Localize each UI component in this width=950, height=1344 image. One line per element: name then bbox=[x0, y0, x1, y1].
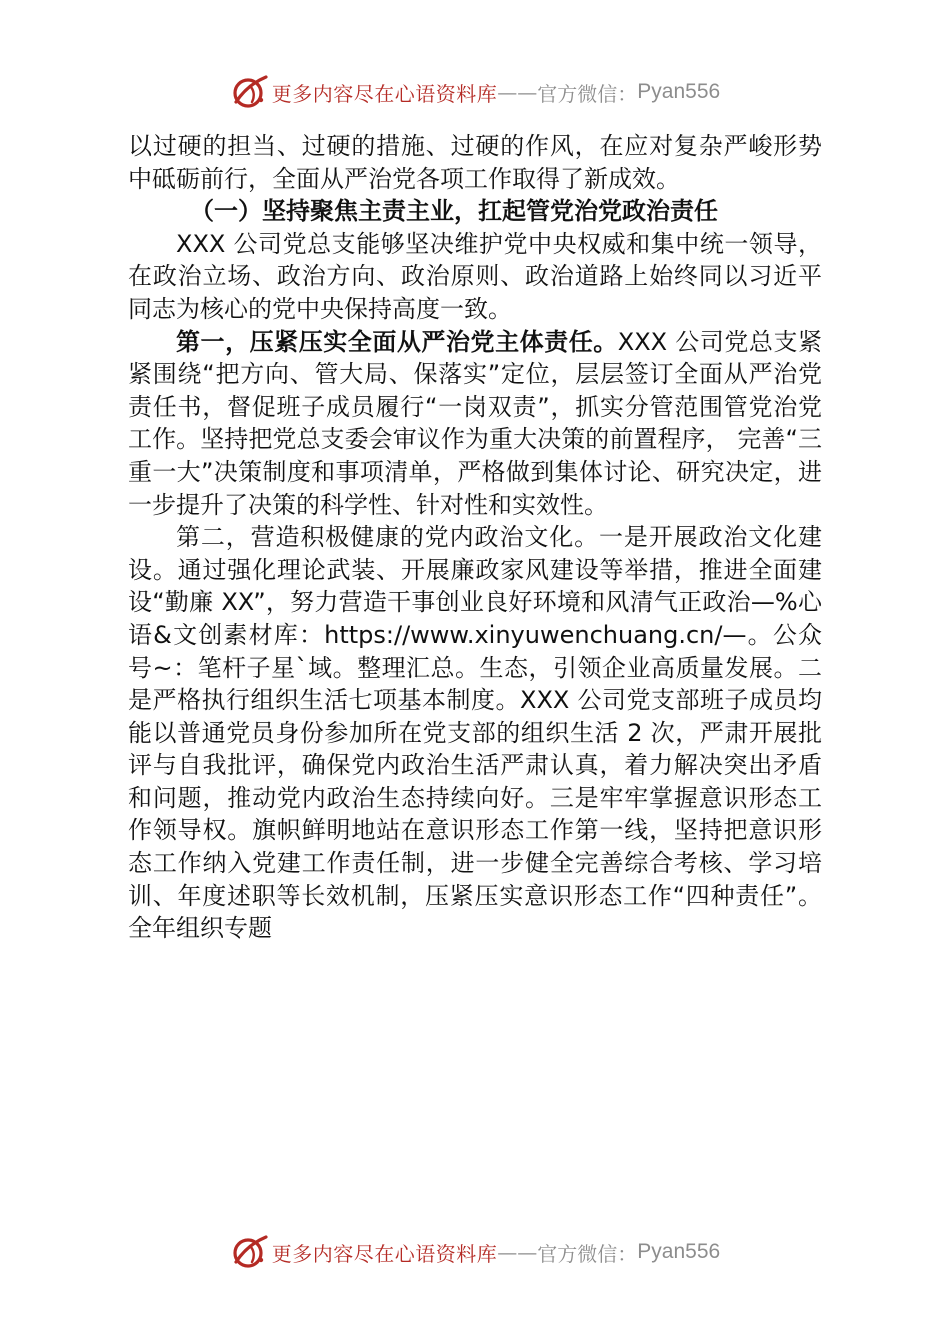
brand-logo-icon bbox=[230, 1232, 270, 1272]
footer-wechat-id: Pyan556 bbox=[637, 1240, 721, 1263]
footer-site-text: 更多内容尽在心语资料库 bbox=[271, 1241, 498, 1266]
header-separator: —— bbox=[497, 80, 538, 104]
intro-paragraph: 以过硬的担当、过硬的措施、过硬的作风，在应对复杂严峻形势中砥砺前行，全面从严治党各项工作取得了新成效。 bbox=[128, 132, 822, 193]
footer-separator: —— bbox=[497, 1240, 538, 1264]
section-heading: （一）坚持聚焦主责主业，扛起管党治党政治责任 bbox=[190, 197, 718, 226]
paragraph-2-lead: 第一，压紧压实全面从严治党主体责任。 bbox=[176, 327, 618, 356]
header-site-text: 更多内容尽在心语资料库 bbox=[271, 81, 498, 106]
paragraph-2 bbox=[128, 326, 822, 522]
brand-logo-icon bbox=[230, 72, 270, 112]
paragraph-2-body: XXX 公司党总支紧紧围绕“把方向、管大局、保落实”定位，层层签订全面从严治党责任书，督促班子成员履行“一岗双责”，抓实分管范围管党治党工作。坚持把党总支委会审议作为重大决策的前置程序， 完善“三重一大”决策制度和事项清单，严格做到集体讨论、研究决定，进一步提升了决策的科学性、针对性和实效性。 bbox=[128, 327, 823, 519]
document-body bbox=[128, 130, 822, 945]
header-wechat-label: 官方微信： bbox=[537, 81, 638, 106]
footer-banner bbox=[0, 1230, 950, 1274]
paragraph-3: 第二，营造积极健康的党内政治文化。一是开展政治文化建设。通过强化理论武装、开展廉政家风建设等举措，推进全面建设“勤廉 XX”，努力营造干事创业良好环境和风清气正政治—%心语&文创素材库：https://www.xinyuwenchuang.cn/—。公众号~：笔杆子星`域。整理汇总。生态，引领企业高质量发展。二是严格执行组织生活七项基本制度。XXX 公司党支部班子成员均能以普通党员身份参加所在党支部的组织生活 2 次，严肃开展批评与自我批评，确保党内政治生活严肃认真，着力解决突出矛盾和问题，推动党内政治生态持续向好。三是牢牢掌握意识形态工作领导权。旗帜鲜明地站在意识形态工作第一线，坚持把意识形态工作纳入党建工作责任制，进一步健全完善综合考核、学习培训、年度述职等长效机制，压紧压实意识形态工作“四种责任”。全年组织专题 bbox=[128, 523, 822, 943]
footer-wechat-label: 官方微信： bbox=[537, 1241, 638, 1266]
paragraph-1: XXX 公司党总支能够坚决维护党中央权威和集中统一领导，在政治立场、政治方向、政治原则、政治道路上始终同以习近平同志为核心的党中央保持高度一致。 bbox=[128, 229, 822, 323]
header-banner bbox=[0, 70, 950, 114]
header-wechat-id: Pyan556 bbox=[637, 80, 721, 103]
